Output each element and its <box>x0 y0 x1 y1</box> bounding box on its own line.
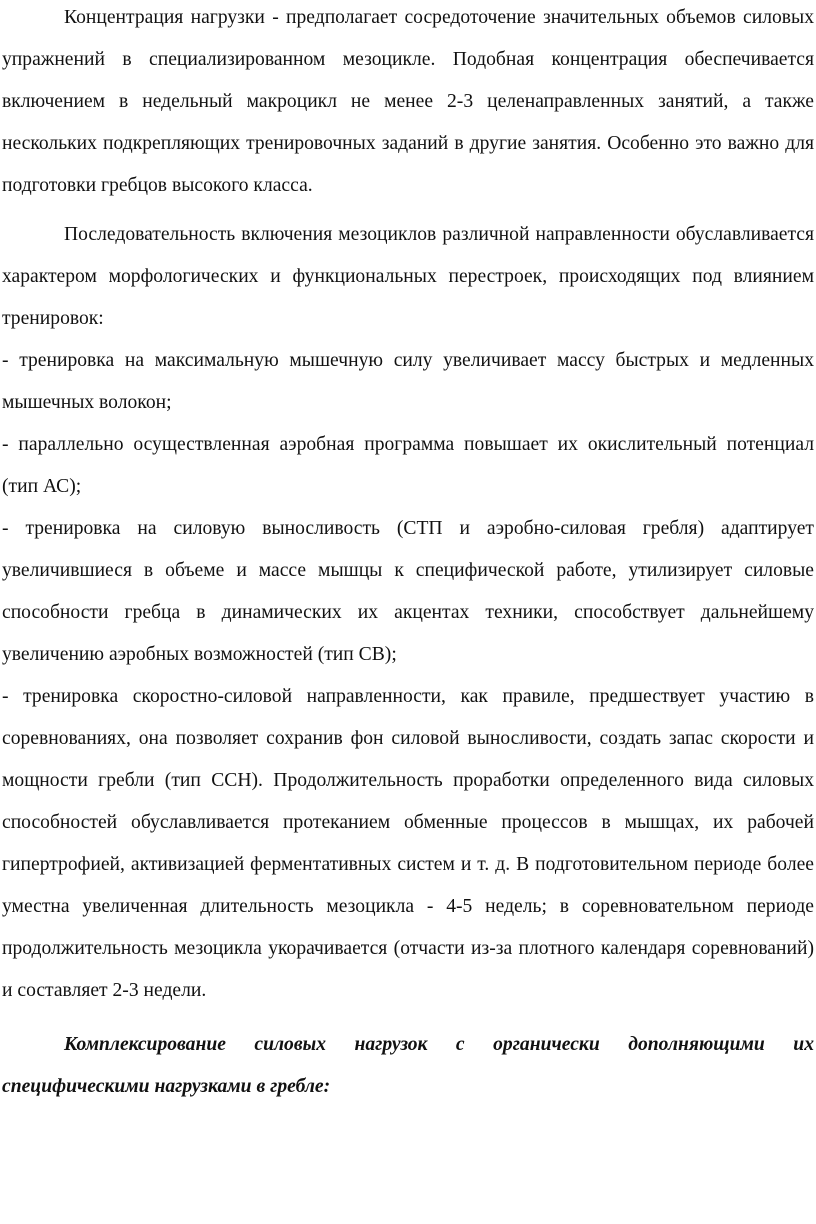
section-heading: Комплексирование силовых нагрузок с органически дополняющими их специфическими нагрузками в гребле: <box>2 1034 814 1097</box>
list-item-speed-strength: - тренировка скоростно-силовой направленности, как правиле, предшествует участию в соревнованиях, она позволяет сохранив фон силовой выносливости, создать запас скорости и мощности гребли (тип ССН). Продолжительность проработки определенного вида силовых способностей обуславливается протеканием обменные процессов в мышцах, их рабочей гипертрофией, активизацией ферментативных систем и т. д. В подготовительном периоде более уместна увеличенная длительность мезоцикла - 4-5 недель; в соревновательном периоде продолжительность мезоцикла укорачивается (отчасти из-за плотного календаря соревнований) и составляет 2-3 недели. <box>2 686 814 1001</box>
paragraph-mesocycle-sequence: Последовательность включения мезоциклов различной направленности обуславливается характером морфологических и функциональных перестроек, происходящих под влиянием тренировок: <box>2 224 814 329</box>
paragraph-load-concentration: Концентрация нагрузки - предполагает сосредоточение значительных объемов силовых упражнений в специализированном мезоцикле. Подобная концентрация обеспечивается включением в недельный макроцикл не менее 2-3 целенаправленных занятий, а также нескольких подкрепляющих тренировочных заданий в другие занятия. Особенно это важно для подготовки гребцов высокого класса. <box>2 7 814 196</box>
list-item-strength-endurance: - тренировка на силовую выносливость (СТП и аэробно-силовая гребля) адаптирует увеличившиеся в объеме и массе мышцы к специфической работе, утилизирует силовые способности гребца в динамических их акцентах техники, способствует дальнейшему увеличению аэробных возможностей (тип СВ); <box>2 518 814 665</box>
list-item-max-strength: - тренировка на максимальную мышечную силу увеличивает массу быстрых и медленных мышечных волокон; <box>2 350 814 413</box>
list-item-aerobic-program: - параллельно осуществленная аэробная программа повышает их окислительный потенциал (тип АС); <box>2 434 814 497</box>
